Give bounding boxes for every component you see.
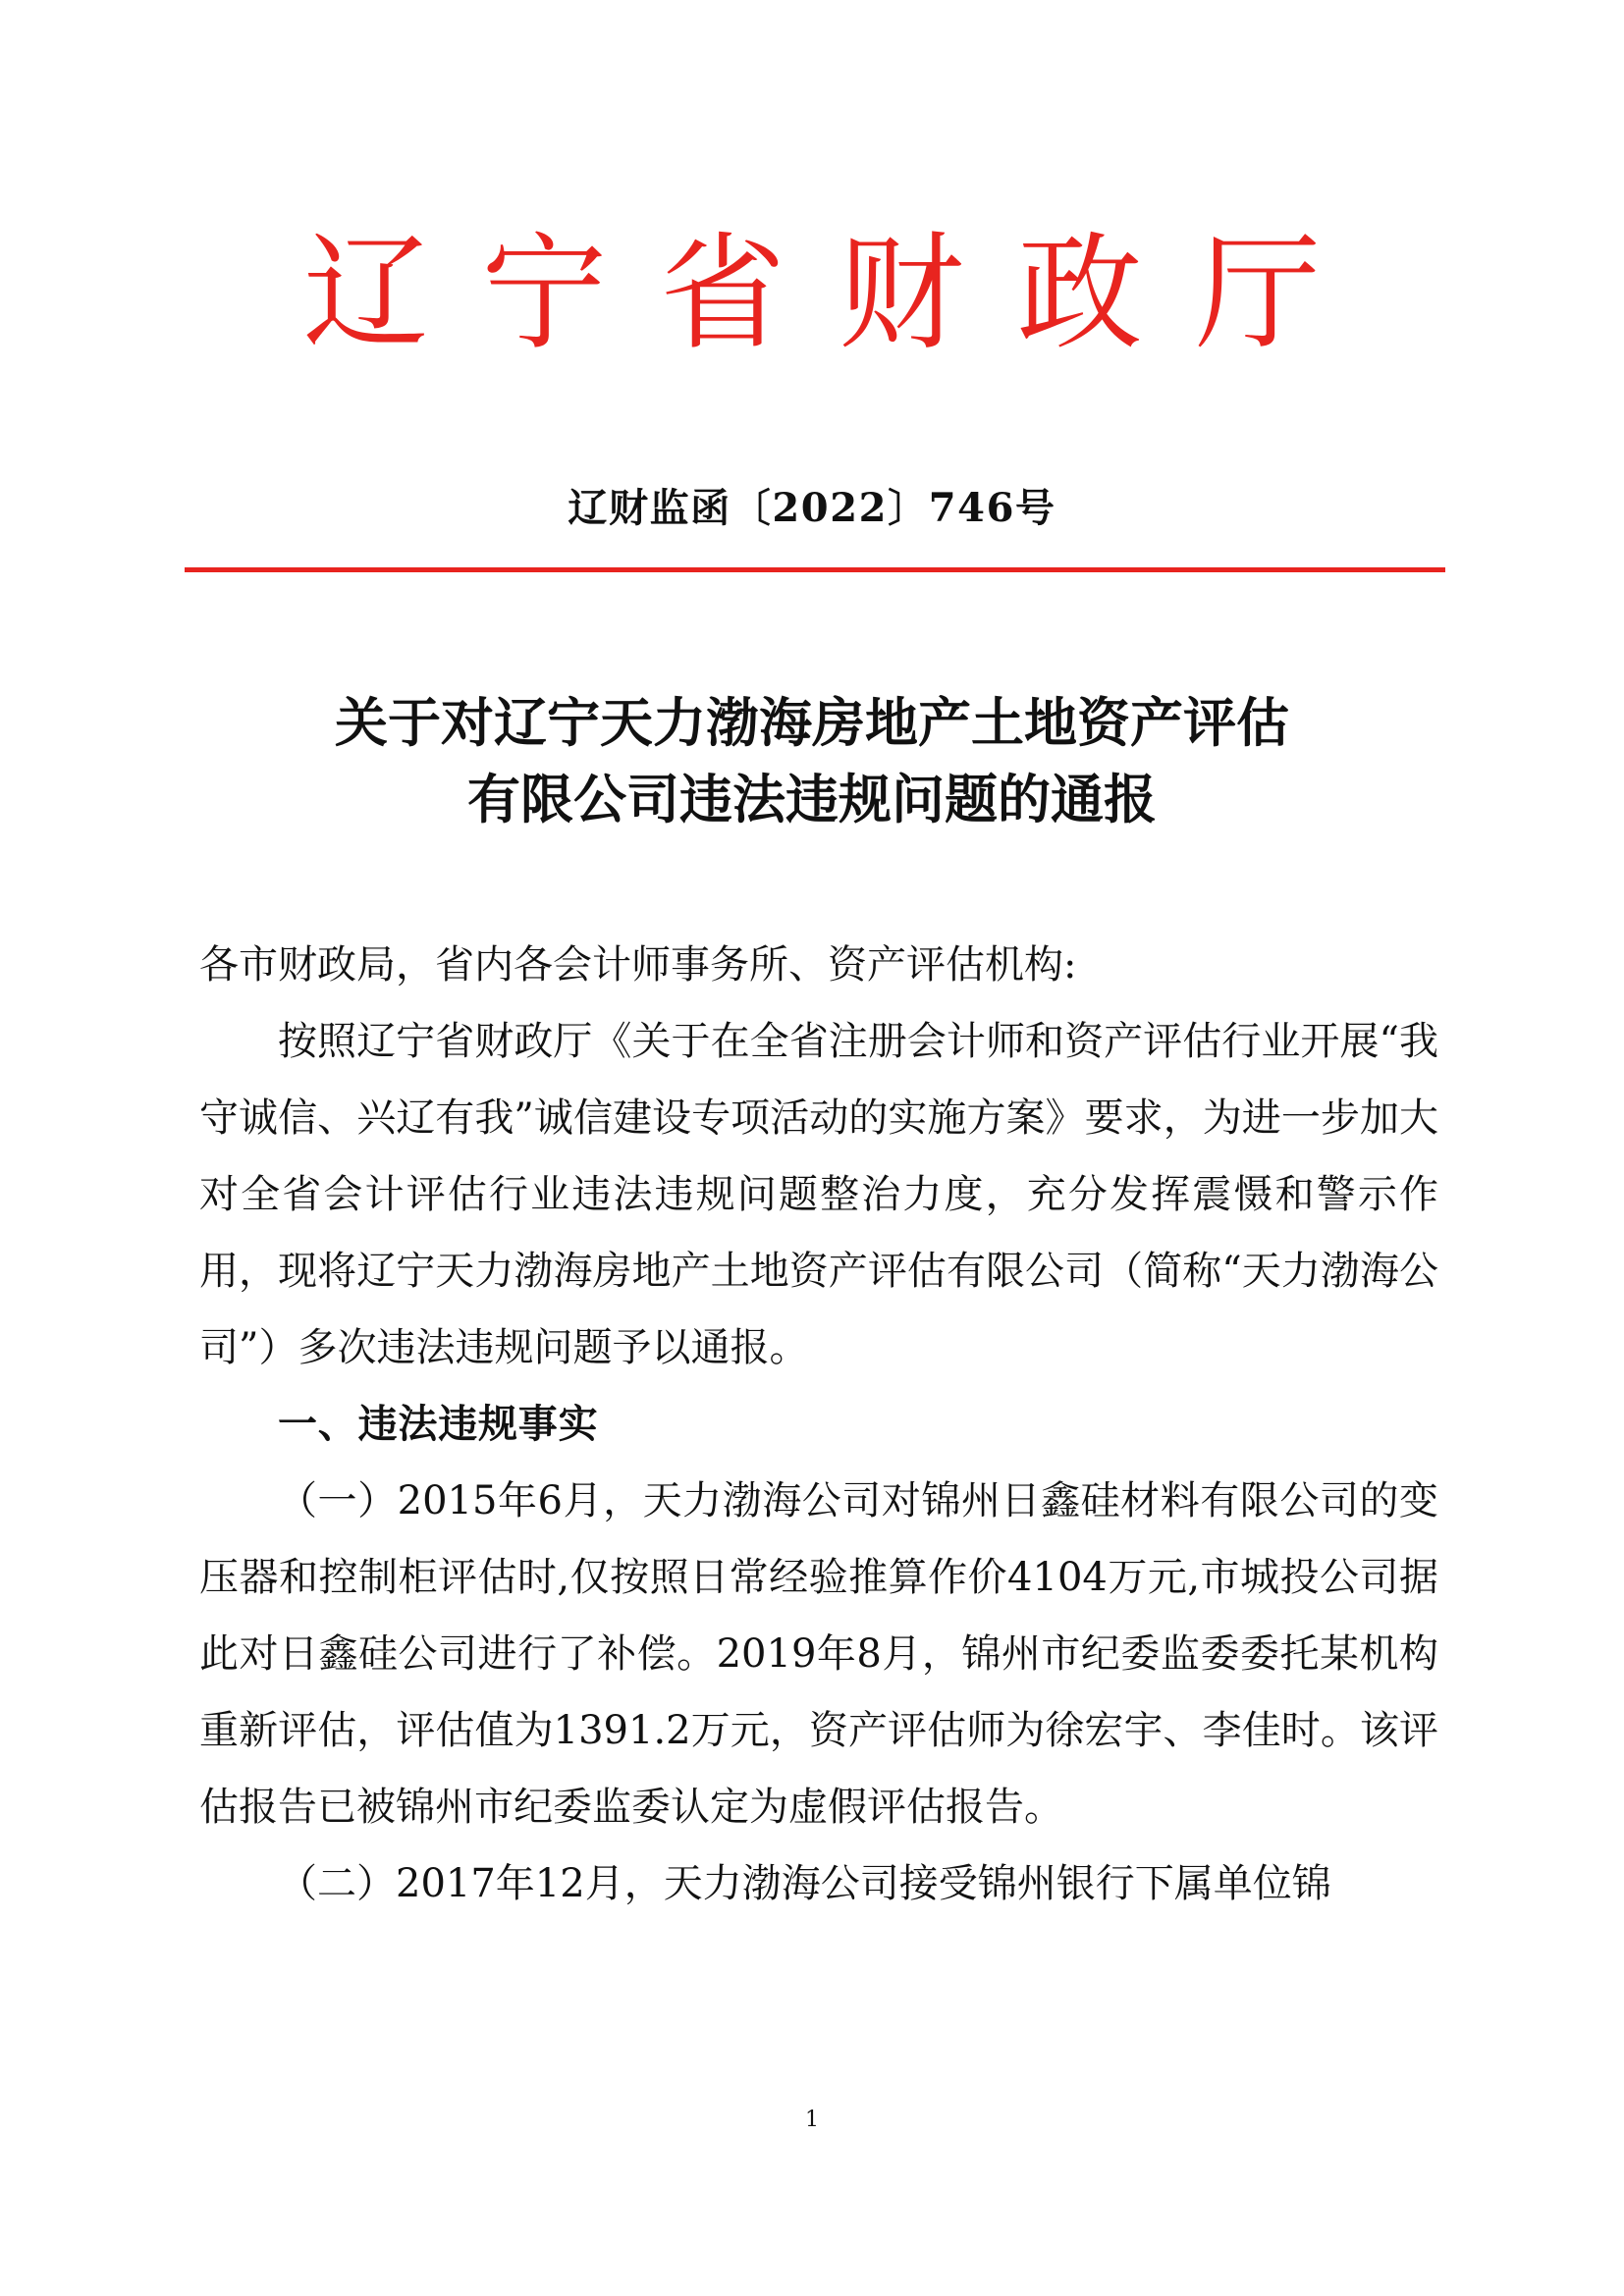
organization-header: 辽宁省财政厅 xyxy=(302,221,1375,367)
document-title xyxy=(0,685,1624,838)
title-line-2: 有限公司违法违规问题的通报 xyxy=(467,769,1157,830)
document-number: 辽财监函〔2022〕746号 xyxy=(568,485,1056,531)
salutation: 各市财政局，省内各会计师事务所、资产评估机构: xyxy=(199,942,1077,988)
body-paragraph: 按照辽宁省财政厅《关于在全省注册会计师和资产评估行业开展“我守诚信、兴辽有我”诚信建设专项活动的实施方案》要求，为进一步加大对全省会计评估行业违法违规问题整治力度，充分发挥震慑和警示作用，现将辽宁天力渤海房地产土地资产评估有限公司（简称“天力渤海公司”）多次违法违规问题予以通报。 xyxy=(199,1019,1438,1370)
section-heading: 一、违法违规事实 xyxy=(278,1402,599,1447)
page-number: 1 xyxy=(805,2108,819,2132)
red-divider-line xyxy=(185,567,1445,572)
title-line-1: 关于对辽宁天力渤海房地产土地资产评估 xyxy=(335,692,1289,754)
body-paragraph-item-1: （一）2015年6月，天力渤海公司对锦州日鑫硅材料有限公司的变压器和控制柜评估时,仅按照日常经验推算作价4104万元,市城投公司据此对日鑫硅公司进行了补偿。2019年8月，锦州市纪委监委委托某机构重新评估，评估值为1391.2万元，资产评估师为徐宏宇、李佳时。该评估报告已被锦州市纪委监委认定为虚假评估报告。 xyxy=(199,1478,1438,1830)
body-paragraph-item-2: （二）2017年12月，天力渤海公司接受锦州银行下属单位锦 xyxy=(278,1861,1331,1906)
document-body xyxy=(199,927,1438,1922)
